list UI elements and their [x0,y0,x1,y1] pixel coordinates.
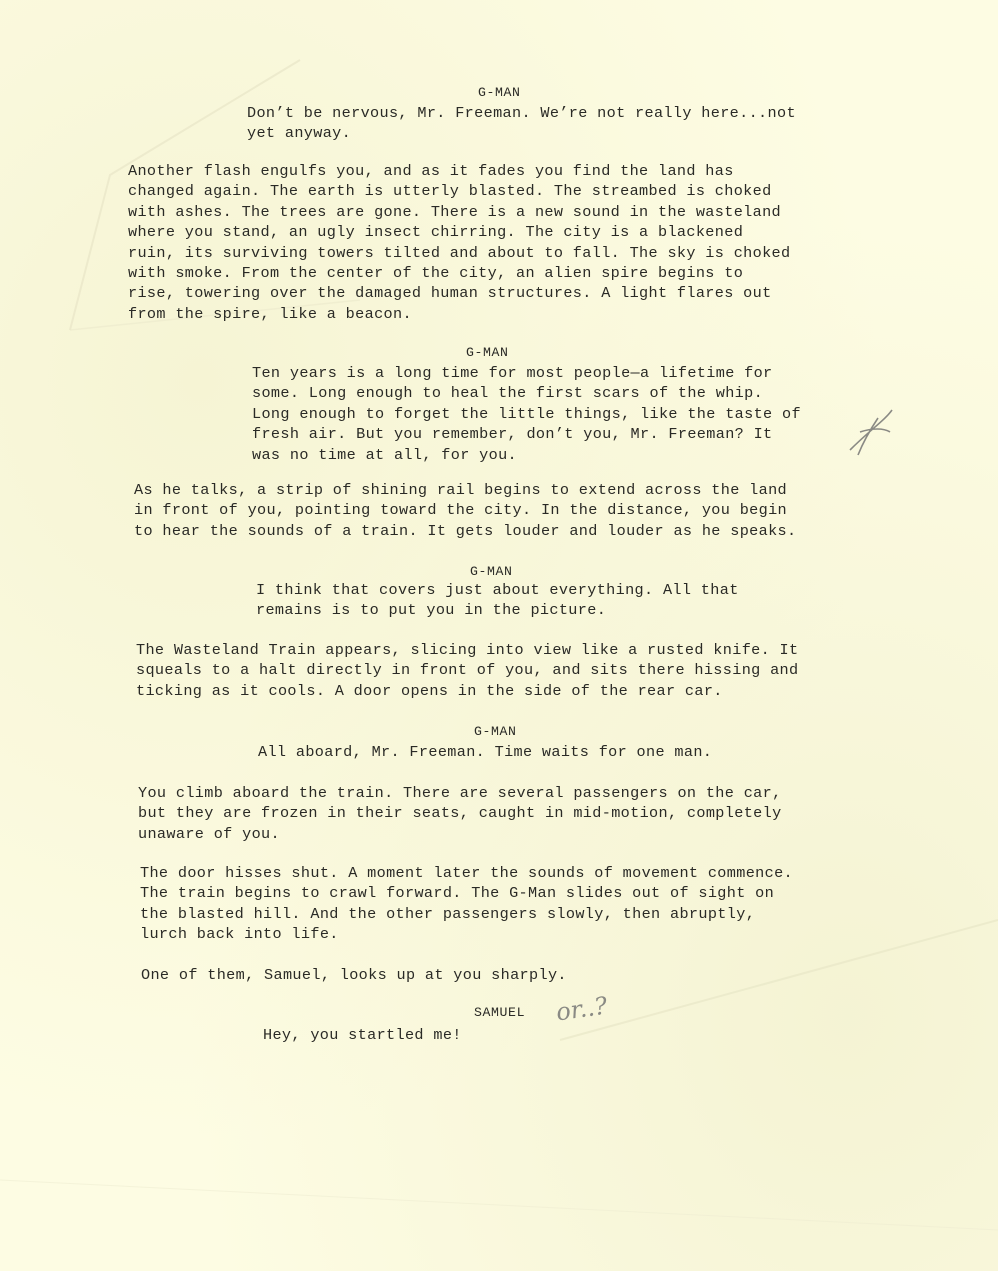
character-name-gman: G-MAN [466,345,509,360]
action-paragraph: As he talks, a strip of shining rail begins to extend across the land in front of you, pointing toward the city. In the distance, you begin to hear the sounds of a train. It gets louder and louder as he speaks. [134,481,797,540]
action-paragraph: You climb aboard the train. There are several passengers on the car, but they are frozen in their seats, caught in mid-motion, completely unaware of you. [138,784,782,843]
dialogue-gman: Ten years is a long time for most people—a lifetime for some. Long enough to heal the first scars of the whip. Long enough to forget the little things, like the taste of fresh air. But you remember, don’t you, Mr. Freeman? It was no time at all, for you. [252,364,801,464]
character-name-samuel: SAMUEL [474,1005,526,1020]
dialogue-samuel: Hey, you startled me! [263,1026,462,1044]
character-name-gman: G-MAN [474,724,517,739]
character-name-gman: G-MAN [478,85,521,100]
dialogue-gman: I think that covers just about everything. All that remains is to put you in the picture. [256,581,739,620]
action-paragraph: The Wasteland Train appears, slicing into view like a rusted knife. It squeals to a halt directly in front of you, and sits there hissing and ticking as it cools. A door opens in the side of the rear car. [136,641,799,700]
dialogue-gman: Don’t be nervous, Mr. Freeman. We’re not really here...not yet anyway. [247,104,796,143]
action-paragraph: Another flash engulfs you, and as it fades you find the land has changed again. The earth is utterly blasted. The streambed is choked with ashes. The trees are gone. There is a new sound in the wasteland where you stand, an ugly insect chirring. The city is a blackened ruin, its surviving towers tilted and about to fall. The sky is choked with smoke. From the center of the city, an alien spire begins to rise, towering over the damaged human structures. A light flares out from the spire, like a beacon. [128,162,791,323]
action-paragraph: The door hisses shut. A moment later the sounds of movement commence. The train begins to crawl forward. The G-Man slides out of sight on the blasted hill. And the other passengers slowly, then abruptly, lurch back into life. [140,864,794,944]
handwritten-note: or..? [554,991,610,1027]
dialogue-gman: All aboard, Mr. Freeman. Time waits for one man. [258,743,713,761]
character-name-gman: G-MAN [470,564,513,579]
action-paragraph: One of them, Samuel, looks up at you sharply. [141,966,567,984]
